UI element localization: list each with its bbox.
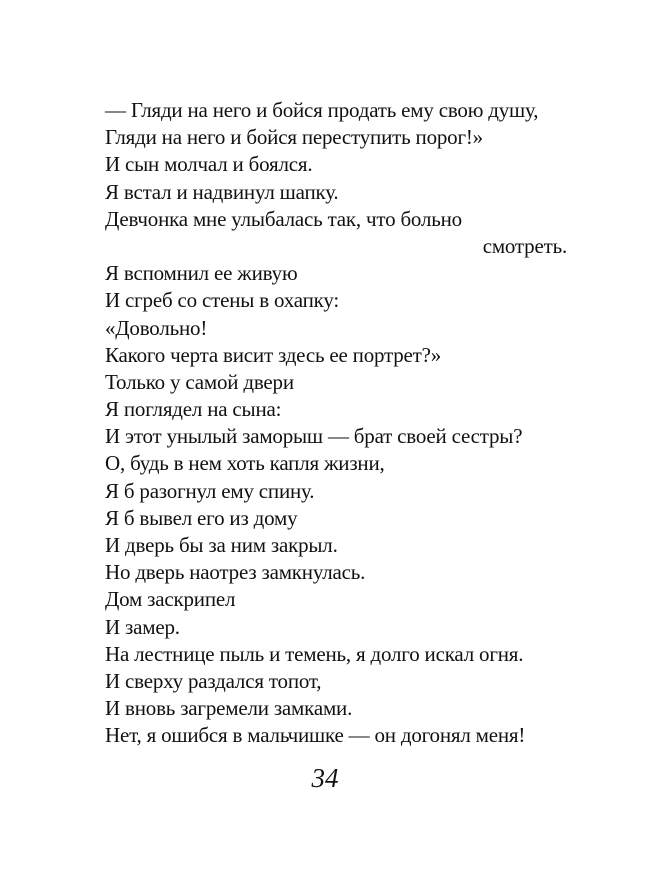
poem-line: И сын молчал и боялся. (105, 152, 313, 177)
poem-line: И сверху раздался топот, (105, 668, 322, 693)
poem-line: И замер. (105, 614, 180, 639)
poem-line: Гляди на него и бойся переступить порог!» (105, 125, 483, 150)
poem-line: Но дверь наотрез замкнулась. (105, 560, 366, 585)
poem-line: «Довольно! (105, 315, 208, 340)
poem-line: Я б вывел его из дому (105, 505, 298, 530)
poem-line: Я б разогнул ему спину. (105, 478, 315, 503)
poem-text (105, 97, 567, 750)
poem-line: Я встал и надвинул шапку. (105, 179, 339, 204)
poem-line: И вновь загремели замками. (105, 696, 353, 721)
poem-line: Нет, я ошибся в мальчишке — он догонял меня! (105, 723, 526, 748)
poem-line: — Гляди на него и бойся продать ему свою душу, (105, 98, 539, 122)
poem-line: Какого черта висит здесь ее портрет?» (105, 342, 442, 367)
page-number: 34 (311, 763, 339, 793)
poem-line: Дом заскрипел (105, 587, 236, 612)
poem-line: И этот унылый заморыш — брат своей сестры? (105, 424, 523, 449)
poem-line: Девчонка мне улыбалась так, что больно (105, 206, 462, 231)
poem-line: И сгреб со стены в охапку: (105, 288, 340, 313)
poem-line: О, будь в нем хоть капля жизни, (105, 451, 385, 476)
poem-line: Я поглядел на сына: (105, 397, 282, 422)
poem-line: На лестнице пыль и темень, я долго искал огня. (105, 641, 524, 666)
poem-line: Я вспомнил ее живую (105, 261, 298, 286)
poem-line: Только у самой двери (105, 369, 294, 394)
poem-line: И дверь бы за ним закрыл. (105, 533, 338, 557)
poem-line-continuation: смотреть. (482, 233, 567, 258)
